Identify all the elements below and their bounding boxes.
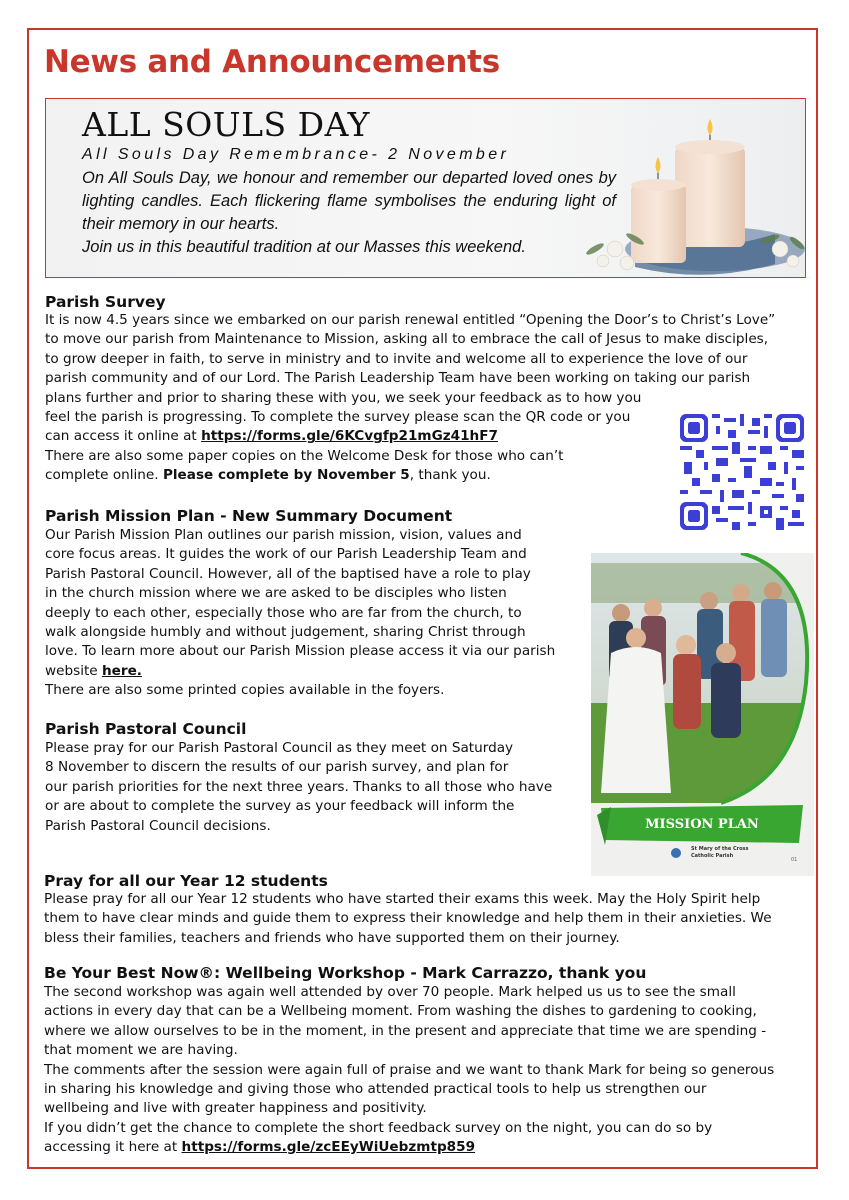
year12-line: Please pray for all our Year 12 students who have started their exams this week. May the Holy Spirit help — [44, 891, 761, 907]
council-line: 8 November to discern the results of our parish survey, and plan for — [45, 759, 509, 776]
mission-line: in the church mission where we are asked to be disciples who listen — [45, 585, 507, 602]
mission-heading: Parish Mission Plan - New Summary Document — [45, 507, 453, 525]
year12-heading: Pray for all our Year 12 students — [44, 872, 328, 890]
survey-heading: Parish Survey — [45, 293, 166, 311]
survey-qr-code[interactable] — [680, 413, 804, 531]
year12-line: bless their families, teachers and friends who have supported them on their journey. — [44, 929, 620, 946]
survey-link[interactable]: https://forms.gle/6KCvgfp21mGz41hF7 — [201, 428, 498, 445]
survey-complete-prefix: complete online. — [45, 467, 163, 484]
banner-title: ALL SOULS DAY — [82, 105, 370, 144]
wellbeing-line: The comments after the session were again full of praise and we want to thank Mark for being so generous — [44, 1061, 775, 1078]
council-line: or are about to complete the survey as your feedback will inform the — [45, 798, 515, 815]
survey-complete-suffix: , thank you. — [409, 467, 491, 484]
wellbeing-text — [44, 983, 774, 1158]
mission-plan-cover — [591, 553, 814, 876]
mission-line: walk alongside humbly and without judgement, sharing Christ through — [45, 624, 526, 641]
survey-line: feel the parish is progressing. To complete the survey please scan the QR code or you — [45, 409, 631, 426]
wellbeing-link-prefix: accessing it here at — [44, 1139, 182, 1156]
mission-website-line — [45, 662, 555, 681]
mission-line: There are also some printed copies available in the foyers. — [45, 682, 445, 699]
mission-line: Our Parish Mission Plan outlines our parish mission, vision, values and — [45, 527, 522, 543]
survey-complete-line — [45, 466, 775, 485]
survey-line: plans further and prior to sharing these with you, we seek your feedback as to how you — [45, 389, 642, 406]
wellbeing-line: If you didn’t get the chance to complete the short feedback survey on the night, you can do so by — [44, 1119, 713, 1136]
all-souls-banner — [45, 98, 806, 278]
survey-line: to move our parish from Maintenance to Mission, asking all to embrace the call of Jesus to make disciples, — [45, 331, 769, 348]
wellbeing-line: actions in every day that can be a Wellbeing moment. From washing the dishes to gardening to cooking, — [44, 1003, 757, 1020]
survey-link-line — [45, 427, 775, 446]
mission-plan-image[interactable] — [591, 553, 814, 876]
council-line: our parish priorities for the next three years. Thanks to all those who have — [45, 778, 553, 795]
wellbeing-line: in sharing his knowledge and giving those who attended practical tools to help us strengthen our — [44, 1081, 707, 1098]
mission-line: Parish Pastoral Council. However, all of the baptised have a role to play — [45, 565, 531, 582]
survey-line: It is now 4.5 years since we embarked on our parish renewal entitled “Opening the Door’s to Christ’s Love” — [45, 312, 776, 328]
council-line: Parish Pastoral Council decisions. — [45, 817, 271, 834]
banner-text — [82, 167, 616, 259]
survey-link-prefix: can access it online at — [45, 428, 202, 445]
mission-website-prefix: website — [45, 662, 102, 679]
mission-plan-banner-text: MISSION PLAN — [645, 817, 759, 832]
parish-name-line2: Catholic Parish — [691, 853, 734, 859]
year12-line: them to have clear minds and guide them to express their knowledge and help them in their anxieties. We — [44, 910, 772, 927]
survey-deadline: Please complete by November 5 — [162, 467, 410, 484]
mission-line: deeply to each other, especially those who are far from the church, to — [45, 604, 522, 621]
wellbeing-line: The second workshop was again well attended by over 70 people. Mark helped us us to see the small — [44, 984, 736, 1000]
mission-line: core focus areas. It guides the work of our Parish Leadership Team and — [45, 546, 527, 563]
council-line: Please pray for our Parish Pastoral Council as they meet on Saturday — [45, 740, 514, 756]
parish-name-line1: St Mary of the Cross — [691, 846, 749, 852]
council-heading: Parish Pastoral Council — [45, 720, 247, 738]
wellbeing-heading: Be Your Best Now®: Wellbeing Workshop - Mark Carrazzo, thank you — [44, 964, 647, 982]
wellbeing-line: wellbeing and live with greater happiness and positivity. — [44, 1100, 427, 1117]
banner-text-invite: Join us in this beautiful tradition at our Masses this weekend. — [82, 238, 526, 256]
year12-text — [44, 890, 772, 948]
council-text — [45, 739, 552, 836]
survey-line: to grow deeper in faith, to serve in ministry and to invite and welcome all to experience the love of our — [45, 350, 748, 367]
mission-website-link[interactable]: here. — [101, 662, 142, 679]
page-title: News and Announcements — [44, 44, 500, 80]
banner-text-main: On All Souls Day, we honour and remember our departed loved ones by lighting candles. Each flickering flame symbolises the enduring light of their memory in our hearts. — [82, 169, 616, 233]
wellbeing-line: that moment we are having. — [44, 1042, 238, 1059]
wellbeing-line: where we allow ourselves to be in the moment, in the present and appreciate that time we are spending - — [44, 1022, 767, 1039]
banner-subtitle: All Souls Day Remembrance- 2 November — [82, 146, 510, 163]
survey-text — [45, 311, 775, 486]
wellbeing-feedback-link[interactable]: https://forms.gle/zcEEyWiUebzmtp859 — [181, 1139, 476, 1156]
candles-illustration — [575, 99, 805, 278]
survey-line: parish community and of our Lord. The Parish Leadership Team have been working on taking our parish — [45, 370, 751, 387]
mission-text — [45, 526, 555, 701]
cover-page-number: 01 — [791, 857, 798, 863]
wellbeing-link-line — [44, 1138, 774, 1157]
mission-line: love. To learn more about our Parish Mission please access it via our parish — [45, 643, 556, 660]
survey-line: There are also some paper copies on the Welcome Desk for those who can’t — [45, 447, 564, 464]
